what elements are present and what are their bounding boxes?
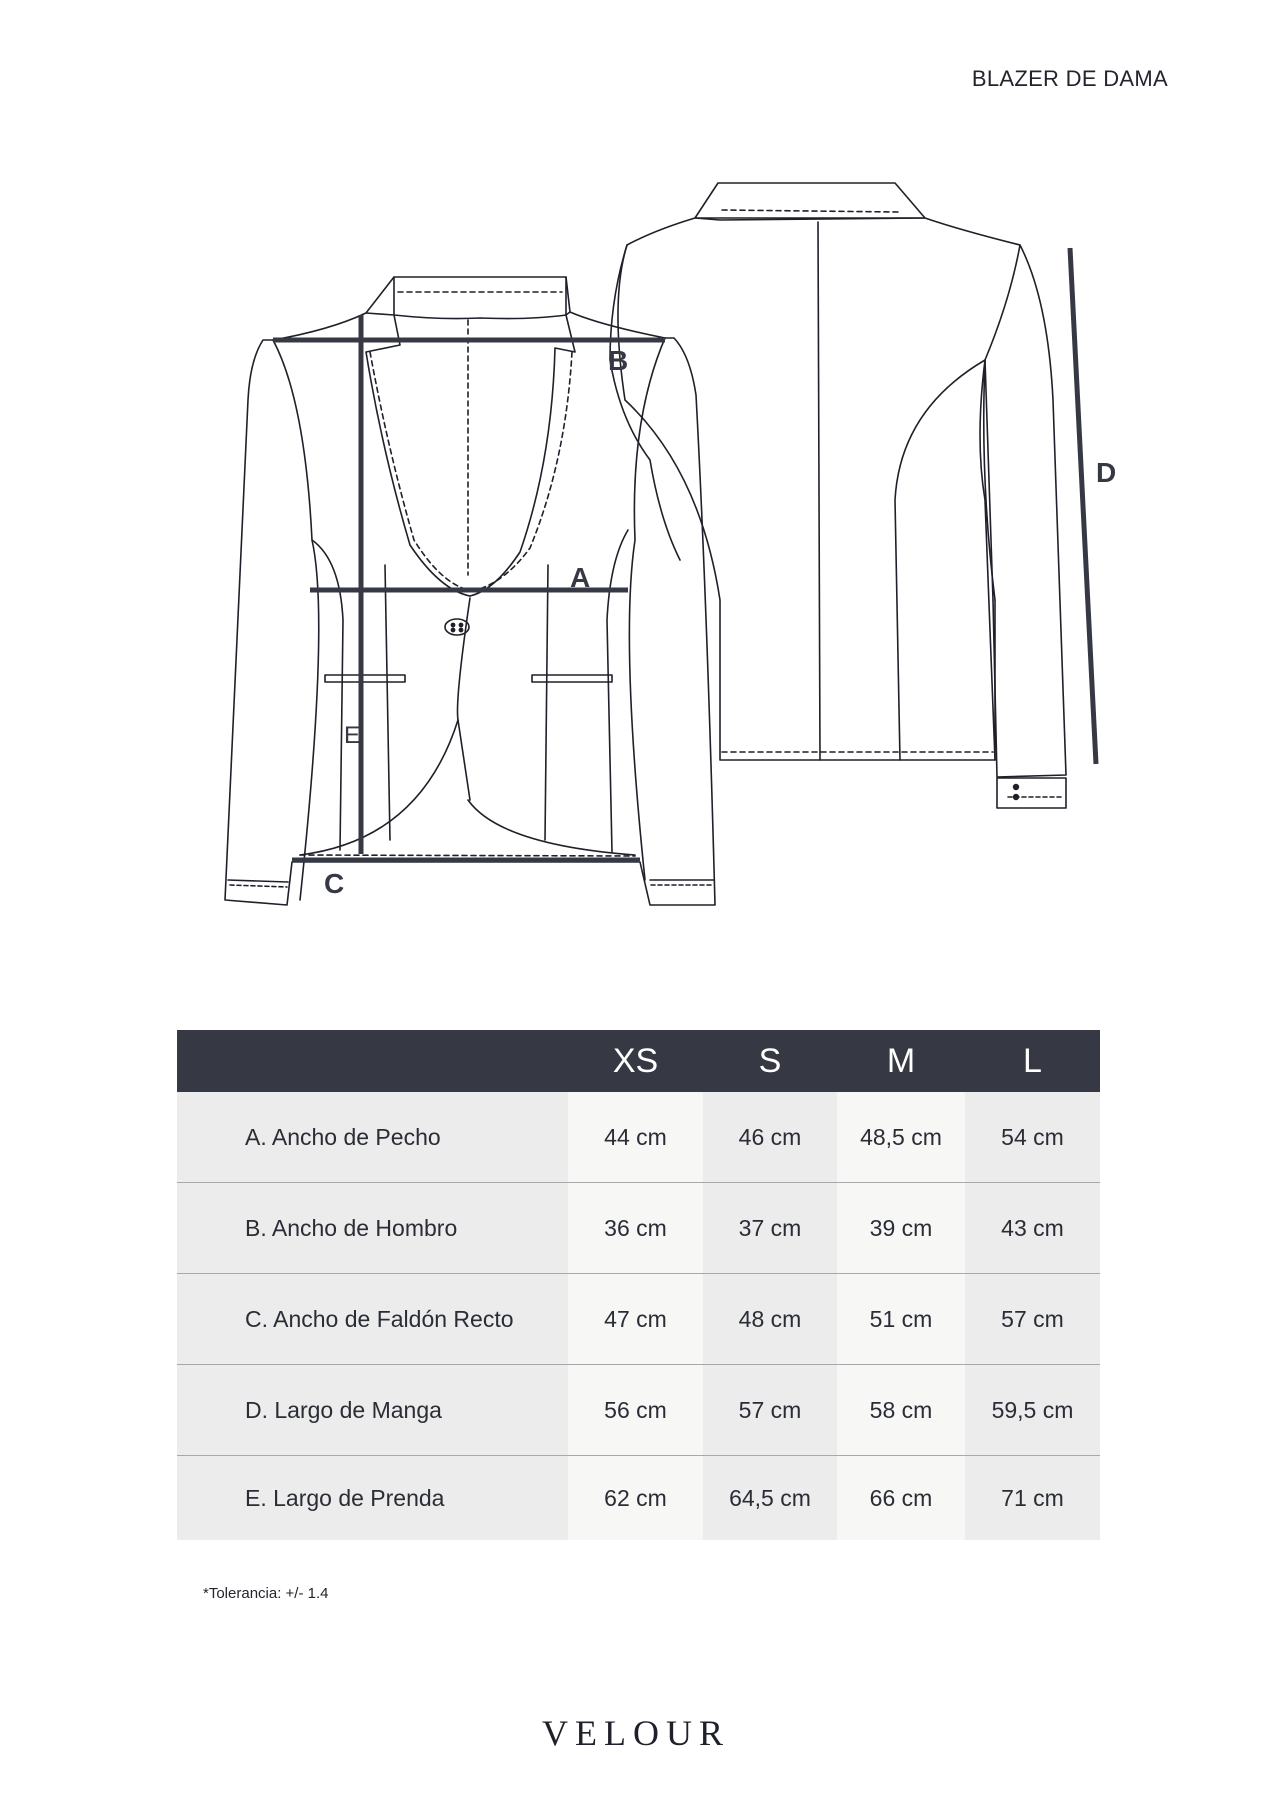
measure-label-c: C bbox=[324, 868, 345, 899]
cell-l: 59,5 cm bbox=[965, 1365, 1100, 1456]
measure-line-d bbox=[1070, 248, 1096, 764]
row-label: E. Largo de Prenda bbox=[177, 1456, 568, 1541]
document-title: BLAZER DE DAMA bbox=[971, 66, 1168, 91]
cell-m: 66 cm bbox=[837, 1456, 965, 1541]
cell-s: 57 cm bbox=[703, 1365, 837, 1456]
table-row bbox=[177, 1183, 1100, 1274]
cell-m: 48,5 cm bbox=[837, 1092, 965, 1183]
cell-m: 39 cm bbox=[837, 1183, 965, 1274]
cell-s: 48 cm bbox=[703, 1274, 837, 1365]
cell-s: 64,5 cm bbox=[703, 1456, 837, 1541]
cell-xs: 56 cm bbox=[568, 1365, 703, 1456]
row-label: A. Ancho de Pecho bbox=[177, 1092, 568, 1183]
cell-l: 43 cm bbox=[965, 1183, 1100, 1274]
header-label-cell bbox=[177, 1030, 568, 1092]
measure-label-e: E bbox=[344, 722, 361, 749]
row-label: D. Largo de Manga bbox=[177, 1365, 568, 1456]
back-view bbox=[610, 183, 1066, 808]
tolerance-note: *Tolerancia: +/- 1.4 bbox=[203, 1585, 329, 1602]
cell-l: 57 cm bbox=[965, 1274, 1100, 1365]
table-row bbox=[177, 1092, 1100, 1183]
cell-s: 46 cm bbox=[703, 1092, 837, 1183]
cell-xs: 36 cm bbox=[568, 1183, 703, 1274]
header-size-m: M bbox=[837, 1030, 965, 1092]
cell-m: 58 cm bbox=[837, 1365, 965, 1456]
measure-label-d: D bbox=[1096, 457, 1117, 488]
cell-l: 71 cm bbox=[965, 1456, 1100, 1541]
row-label: C. Ancho de Faldón Recto bbox=[177, 1274, 568, 1365]
row-label: B. Ancho de Hombro bbox=[177, 1183, 568, 1274]
header-size-s: S bbox=[703, 1030, 837, 1092]
measure-label-a: A bbox=[570, 562, 591, 593]
cell-m: 51 cm bbox=[837, 1274, 965, 1365]
measure-label-b: B bbox=[608, 345, 629, 376]
cell-l: 54 cm bbox=[965, 1092, 1100, 1183]
header-size-xs: XS bbox=[568, 1030, 703, 1092]
cell-xs: 44 cm bbox=[568, 1092, 703, 1183]
size-chart-table bbox=[177, 1030, 1100, 1540]
table-row bbox=[177, 1274, 1100, 1365]
cell-s: 37 cm bbox=[703, 1183, 837, 1274]
cell-xs: 62 cm bbox=[568, 1456, 703, 1541]
table-row bbox=[177, 1365, 1100, 1456]
brand-logo: VELOUR bbox=[542, 1713, 730, 1753]
table-header-row bbox=[177, 1030, 1100, 1092]
header-size-l: L bbox=[965, 1030, 1100, 1092]
table-row bbox=[177, 1456, 1100, 1541]
cell-xs: 47 cm bbox=[568, 1274, 703, 1365]
